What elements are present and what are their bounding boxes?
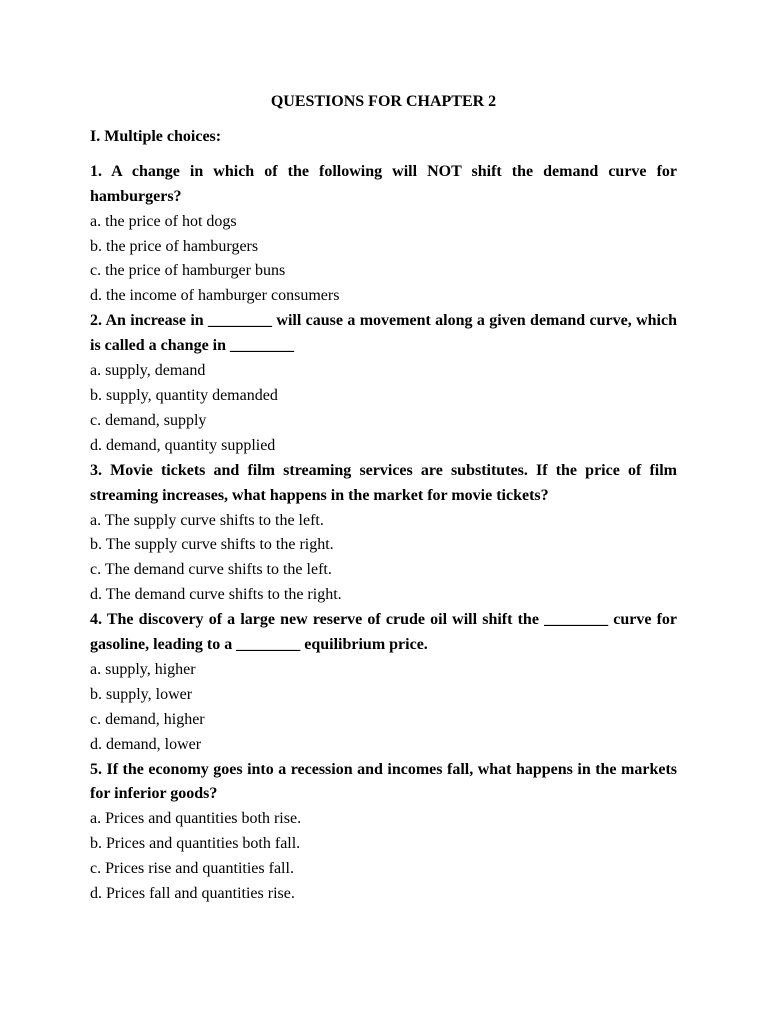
answer-option: a. Prices and quantities both rise.: [90, 810, 302, 828]
answer-option: c. The demand curve shifts to the left.: [90, 561, 332, 579]
question-block-1: [90, 160, 677, 309]
answer-option: a. The supply curve shifts to the left.: [90, 511, 324, 529]
question-block-3: [90, 459, 677, 608]
question-block-4: [90, 608, 677, 757]
answer-option: d. The demand curve shifts to the right.: [90, 586, 342, 604]
document-page: [90, 90, 677, 907]
answer-option: a. supply, higher: [90, 660, 196, 678]
answer-option: b. supply, lower: [90, 685, 193, 703]
question-block-2: [90, 309, 677, 458]
question-block-5: [90, 758, 677, 907]
section-heading: I. Multiple choices:: [90, 127, 222, 145]
answer-option: a. the price of hot dogs: [90, 212, 237, 230]
answer-option: b. supply, quantity demanded: [90, 386, 278, 404]
question-text: 5. If the economy goes into a recession and incomes fall, what happens in the markets for inferior goods?: [90, 760, 677, 803]
page-title: QUESTIONS FOR CHAPTER 2: [270, 93, 497, 110]
question-text: 4. The discovery of a large new reserve of crude oil will shift the ________ curve for gasoline, leading to a ________ equilibrium price.: [90, 611, 677, 654]
answer-option: d. demand, quantity supplied: [90, 436, 276, 454]
question-text: 3. Movie tickets and film streaming services are substitutes. If the price of film streaming increases, what happens in the market for movie tickets?: [90, 461, 677, 504]
answer-option: c. Prices rise and quantities fall.: [90, 860, 294, 878]
answer-option: b. Prices and quantities both fall.: [90, 835, 301, 853]
question-text: 1. A change in which of the following will NOT shift the demand curve for hamburgers?: [90, 162, 677, 205]
answer-option: c. demand, supply: [90, 411, 207, 429]
answer-option: d. demand, lower: [90, 735, 202, 753]
answer-option: d. the income of hamburger consumers: [90, 287, 340, 305]
answer-option: a. supply, demand: [90, 362, 206, 380]
answer-option: c. the price of hamburger buns: [90, 262, 286, 280]
answer-option: b. the price of hamburgers: [90, 237, 259, 255]
answer-option: d. Prices fall and quantities rise.: [90, 885, 295, 903]
question-text: 2. An increase in ________ will cause a movement along a given demand curve, which is called a change in ________: [90, 312, 677, 355]
answer-option: b. The supply curve shifts to the right.: [90, 536, 334, 554]
answer-option: c. demand, higher: [90, 710, 205, 728]
